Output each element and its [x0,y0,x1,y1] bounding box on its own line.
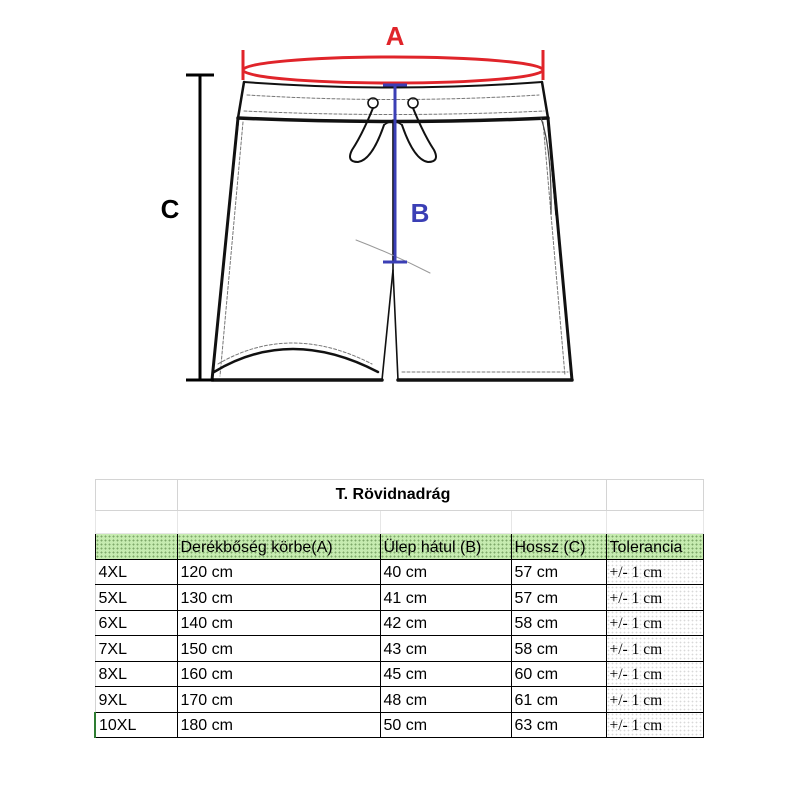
measure-a-waist [243,21,543,83]
header-length: Hossz (C) [511,534,606,560]
header-rise: Ülep hátul (B) [380,534,511,560]
size-chart-table [94,479,704,738]
header-waist: Derékbőség körbe(A) [177,534,380,560]
label-a: A [385,21,405,51]
table-row: 10XL 180 cm 50 cm 63 cm +/- 1 cm [95,712,703,738]
measure-c-length [161,75,214,380]
header-tolerance: Tolerancia [606,534,703,560]
table-row: 6XL 140 cm 42 cm 58 cm +/- 1 cm [95,610,703,636]
table-header-row [95,534,703,560]
table-row: 7XL 150 cm 43 cm 58 cm +/- 1 cm [95,636,703,662]
table-row: 9XL 170 cm 48 cm 61 cm +/- 1 cm [95,687,703,713]
label-b: B [410,198,430,228]
shorts-illustration [212,82,572,380]
table-row: 4XL 120 cm 40 cm 57 cm +/- 1 cm [95,559,703,585]
table-title: T. Rövidnadrág [177,480,606,511]
table-row: 5XL 130 cm 41 cm 57 cm +/- 1 cm [95,585,703,611]
label-c: C [160,194,180,224]
table-row: 8XL 160 cm 45 cm 60 cm +/- 1 cm [95,661,703,687]
table-spacer-row [95,511,703,534]
header-size [95,534,177,560]
table-title-row [95,480,703,511]
measure-b-rise [383,85,429,262]
